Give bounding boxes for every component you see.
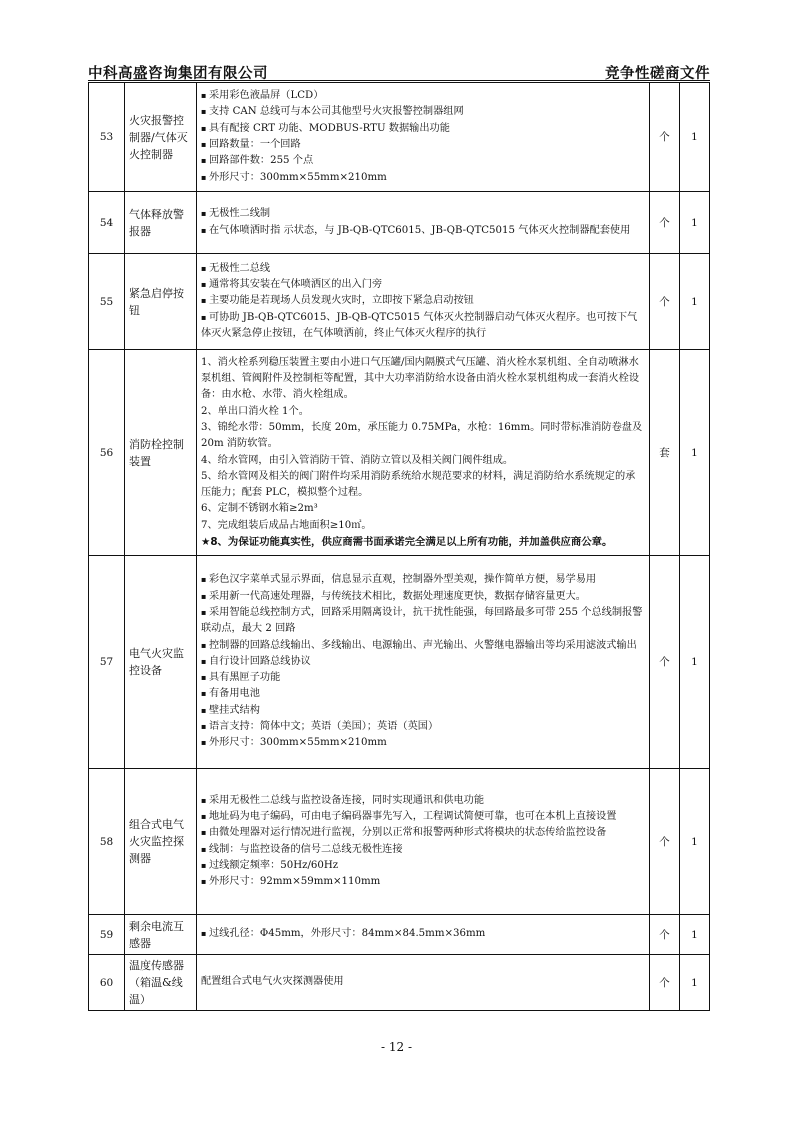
spec-bullet: ▪ 外形尺寸：300mm×55mm×210mm bbox=[201, 735, 645, 751]
spec-bullet: ▪ 语言支持：简体中文；英语（美国）；英语（英国） bbox=[201, 719, 645, 735]
unit: 个 bbox=[650, 254, 680, 350]
quantity: 1 bbox=[680, 83, 710, 192]
spec-bullet: ▪ 具有配接 CRT 功能、MODBUS-RTU 数据输出功能 bbox=[201, 121, 645, 137]
unit: 套 bbox=[650, 350, 680, 556]
quantity: 1 bbox=[680, 556, 710, 769]
page-number: - 12 - bbox=[380, 1040, 412, 1054]
quantity: 1 bbox=[680, 254, 710, 350]
quantity: 1 bbox=[680, 192, 710, 254]
unit: 个 bbox=[650, 556, 680, 769]
item-name: 火灾报警控制器/气体灭火控制器 bbox=[125, 83, 197, 192]
spec-bullet: ▪ 通常将其安装在气体喷洒区的出入门旁 bbox=[201, 277, 645, 293]
spec-bullet: ▪ 外形尺寸：92mm×59mm×110mm bbox=[201, 874, 645, 890]
spec-bullet: ▪ 外形尺寸：300mm×55mm×210mm bbox=[201, 170, 645, 186]
item-name: 气体释放警报器 bbox=[125, 192, 197, 254]
document-type: 竞争性磋商文件 bbox=[605, 65, 710, 82]
spec-line: 5、给水管网及相关的阀门附件均采用消防系统给水规范要求的材料，满足消防给水系统规定的承压能力；配套 PLC，模拟整个过程。 bbox=[201, 470, 636, 499]
spec-bullet: ▪ 回路数量：一个回路 bbox=[201, 137, 645, 153]
spec-bullet: ▪ 壁挂式结构 bbox=[201, 703, 645, 719]
unit: 个 bbox=[650, 915, 680, 955]
spec-bullet: ▪ 主要功能是若现场人员发现火灾时，立即按下紧急启动按钮 bbox=[201, 293, 645, 309]
item-name: 剩余电流互感器 bbox=[125, 915, 197, 955]
item-spec bbox=[197, 254, 650, 350]
commitment-note: ★8、为保证功能真实性，供应商需书面承诺完全满足以上所有功能，并加盖供应商公章。 bbox=[201, 535, 613, 548]
item-spec bbox=[197, 769, 650, 915]
spec-bullet: ▪ 无极性二线制 bbox=[201, 206, 645, 222]
row-number: 58 bbox=[89, 769, 125, 915]
item-spec bbox=[197, 556, 650, 769]
row-number: 55 bbox=[89, 254, 125, 350]
row-number: 53 bbox=[89, 83, 125, 192]
spec-bullet: ▪ 过线额定频率：50Hz/60Hz bbox=[201, 858, 645, 874]
quantity: 1 bbox=[680, 769, 710, 915]
row-number: 59 bbox=[89, 915, 125, 955]
table-row bbox=[89, 955, 710, 1011]
quantity: 1 bbox=[680, 350, 710, 556]
equipment-spec-table bbox=[88, 82, 710, 1011]
item-spec bbox=[197, 83, 650, 192]
table-row bbox=[89, 192, 710, 254]
table-row bbox=[89, 915, 710, 955]
spec-line: 4、给水管网，由引入管消防干管、消防立管以及相关阀门阀件组成。 bbox=[201, 454, 514, 466]
spec-bullet: ▪ 在气体喷洒时指 示状态，与 JB-QB-QTC6015、JB-QB-QTC5015 气体灭火控制器配套使用 bbox=[201, 223, 645, 239]
item-name: 温度传感器（箱温&线温） bbox=[125, 955, 197, 1011]
spec-line: 3、锦纶水带：50mm，长度 20m，承压能力 0.75MPa，水枪：16mm。同时带标准消防卷盘及 20m 消防软管。 bbox=[201, 421, 643, 450]
table-row bbox=[89, 254, 710, 350]
row-number: 57 bbox=[89, 556, 125, 769]
spec-bullet: ▪ 采用彩色液晶屏（LCD） bbox=[201, 88, 645, 104]
item-spec bbox=[197, 955, 650, 1011]
spec-bullet: ▪ 有备用电池 bbox=[201, 686, 645, 702]
spec-bullet: ▪ 采用无极性二总线与监控设备连接，同时实现通讯和供电功能 bbox=[201, 793, 645, 809]
unit: 个 bbox=[650, 192, 680, 254]
table-row bbox=[89, 350, 710, 556]
spec-bullet: ▪ 无极性二总线 bbox=[201, 261, 645, 277]
item-spec bbox=[197, 350, 650, 556]
spec-bullet: ▪ 自行设计回路总线协议 bbox=[201, 654, 645, 670]
spec-line: 2、单出口消火栓 1个。 bbox=[201, 405, 309, 417]
table-row bbox=[89, 556, 710, 769]
spec-bullet: ▪ 过线孔径：Φ45mm，外形尺寸：84mm×84.5mm×36mm bbox=[201, 926, 645, 942]
spec-bullet: ▪ 由微处理器对运行情况进行监视，分别以正常和报警两种形式将模块的状态传给监控设备 bbox=[201, 825, 645, 841]
quantity: 1 bbox=[680, 955, 710, 1011]
spec-bullet: ▪ 线制：与监控设备的信号二总线无极性连接 bbox=[201, 842, 645, 858]
unit: 个 bbox=[650, 955, 680, 1011]
spec-bullet: ▪ 采用智能总线控制方式，回路采用隔离设计，抗干扰性能强，每回路最多可带 255 个总线制报警联动点，最大 2 回路 bbox=[201, 605, 645, 638]
spec-bullet: ▪ 具有黑匣子功能 bbox=[201, 670, 645, 686]
spec-line: 配置组合式电气火灾探测器使用 bbox=[201, 976, 344, 988]
header-rule bbox=[88, 80, 710, 81]
table-row bbox=[89, 83, 710, 192]
row-number: 54 bbox=[89, 192, 125, 254]
item-name: 组合式电气火灾监控探测器 bbox=[125, 769, 197, 915]
spec-bullet: ▪ 地址码为电子编码，可由电子编码器事先写入，工程调试简便可靠，也可在本机上直接设置 bbox=[201, 809, 645, 825]
spec-bullet: ▪ 采用新一代高速处理器，与传统技术相比，数据处理速度更快，数据存储容量更大。 bbox=[201, 589, 645, 605]
item-spec bbox=[197, 915, 650, 955]
spec-bullet: ▪ 控制器的回路总线输出、多线输出、电源输出、声光输出、火警继电器输出等均采用滤波式输出 bbox=[201, 638, 645, 654]
table-row bbox=[89, 769, 710, 915]
spec-bullet: ▪ 可协助 JB-QB-QTC6015、JB-QB-QTC5015 气体灭火控制器启动气体灭火程序。也可按下气体灭火紧急停止按钮，在气体喷洒前，终止气体灭火程序的执行 bbox=[201, 310, 645, 343]
item-name: 电气火灾监控设备 bbox=[125, 556, 197, 769]
quantity: 1 bbox=[680, 915, 710, 955]
spec-bullet: ▪ 支持 CAN 总线可与本公司其他型号火灾报警控制器组网 bbox=[201, 104, 645, 120]
spec-bullet: ▪ 彩色汉字菜单式显示界面，信息显示直观，控制器外型美观，操作简单方便，易学易用 bbox=[201, 572, 645, 588]
item-name: 消防栓控制装置 bbox=[125, 350, 197, 556]
item-name: 紧急启停按钮 bbox=[125, 254, 197, 350]
spec-line: 6、定制不锈钢水箱≥2m³ bbox=[201, 503, 318, 515]
item-spec bbox=[197, 192, 650, 254]
unit: 个 bbox=[650, 769, 680, 915]
spec-bullet: ▪ 回路部件数：255 个点 bbox=[201, 153, 645, 169]
row-number: 60 bbox=[89, 955, 125, 1011]
page-header bbox=[88, 62, 710, 82]
spec-line: 7、完成组装后成品占地面积≥10㎡。 bbox=[201, 519, 372, 531]
unit: 个 bbox=[650, 83, 680, 192]
row-number: 56 bbox=[89, 350, 125, 556]
company-name: 中科高盛咨询集团有限公司 bbox=[88, 65, 268, 82]
spec-line: 1、消火栓系列稳压装置主要由小进口气压罐/国内隔膜式气压罐、消火栓水泵机组、全自动喷淋水泵机组、管阀附件及控制柜等配置，其中大功率消防给水设备由消火栓水泵机组构成一套消火栓设备：由水枪、水带、消火栓组成。 bbox=[201, 356, 640, 401]
